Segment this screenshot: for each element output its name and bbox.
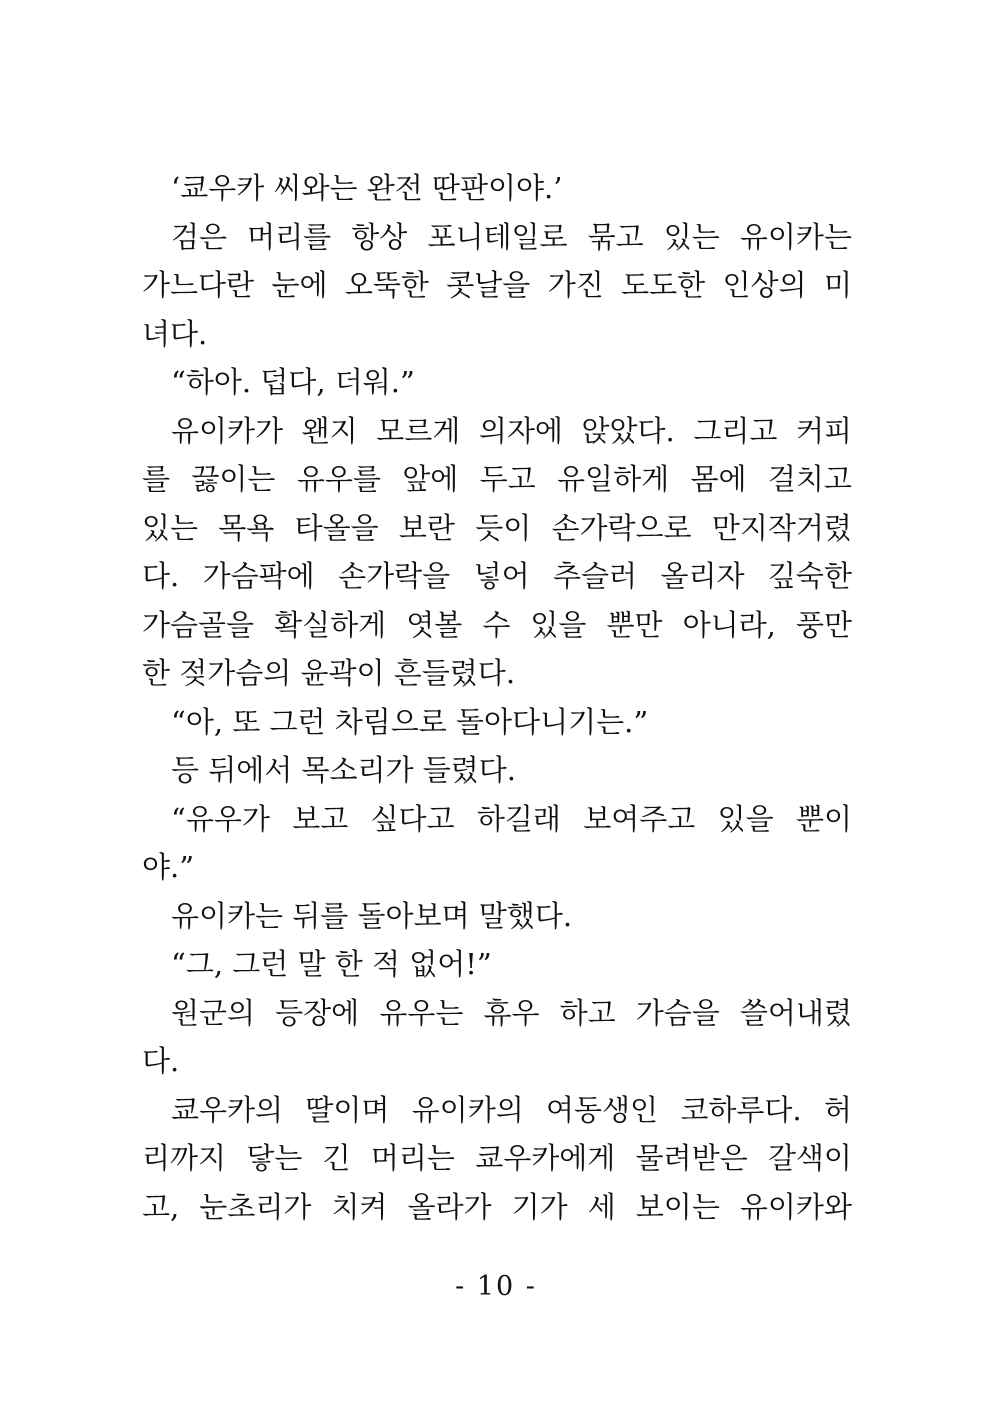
text-line: “유우가 보고 싶다고 하길래 보여주고 있을 뿐이: [171, 801, 852, 836]
text-line: 다. 가슴팍에 손가락을 넣어 추슬러 올리자 깊숙한: [142, 559, 852, 593]
text-line: 야.”: [142, 850, 195, 884]
text-line: 유이카가 왠지 모르게 의자에 앉았다. 그리고 커피: [171, 413, 852, 448]
text-line: 검은 머리를 항상 포니테일로 묶고 있는 유이카는: [171, 219, 852, 254]
text-line: 가슴골을 확실하게 엿볼 수 있을 뿐만 아니라, 풍만: [142, 607, 852, 642]
text-line: 녀다.: [142, 316, 208, 351]
text-line: “그, 그런 말 한 적 없어!”: [171, 947, 492, 981]
body-text: [142, 164, 852, 1231]
text-line: 유이카는 뒤를 돌아보며 말했다.: [171, 898, 573, 933]
text-line: 한 젖가슴의 윤곽이 흔들렸다.: [142, 656, 516, 690]
text-line: 쿄우카의 딸이며 유이카의 여동생인 코하루다. 허: [171, 1092, 852, 1127]
text-line: 고, 눈초리가 치켜 올라가 기가 세 보이는 유이카와: [142, 1189, 852, 1224]
text-line: 가느다란 눈에 오뚝한 콧날을 가진 도도한 인상의 미: [142, 268, 852, 302]
text-line: 다.: [142, 1044, 180, 1078]
page-number: - 10 -: [455, 1271, 537, 1302]
text-line: 리까지 닿는 긴 머리는 쿄우카에게 물려받은 갈색이: [142, 1141, 852, 1175]
text-line: 를 끓이는 유우를 앞에 두고 유일하게 몸에 걸치고: [142, 462, 852, 496]
text-line: 등 뒤에서 목소리가 들렸다.: [171, 753, 517, 787]
text-line: “아, 또 그런 차림으로 돌아다니기는.”: [171, 704, 649, 739]
text-line: 있는 목욕 타올을 보란 듯이 손가락으로 만지작거렸: [142, 510, 852, 545]
text-line: “하아. 덥다, 더워.”: [171, 365, 415, 399]
text-line: ‘쿄우카 씨와는 완전 딴판이야.’: [171, 171, 563, 205]
text-line: 원군의 등장에 유우는 휴우 하고 가슴을 쓸어내렸: [171, 995, 852, 1030]
